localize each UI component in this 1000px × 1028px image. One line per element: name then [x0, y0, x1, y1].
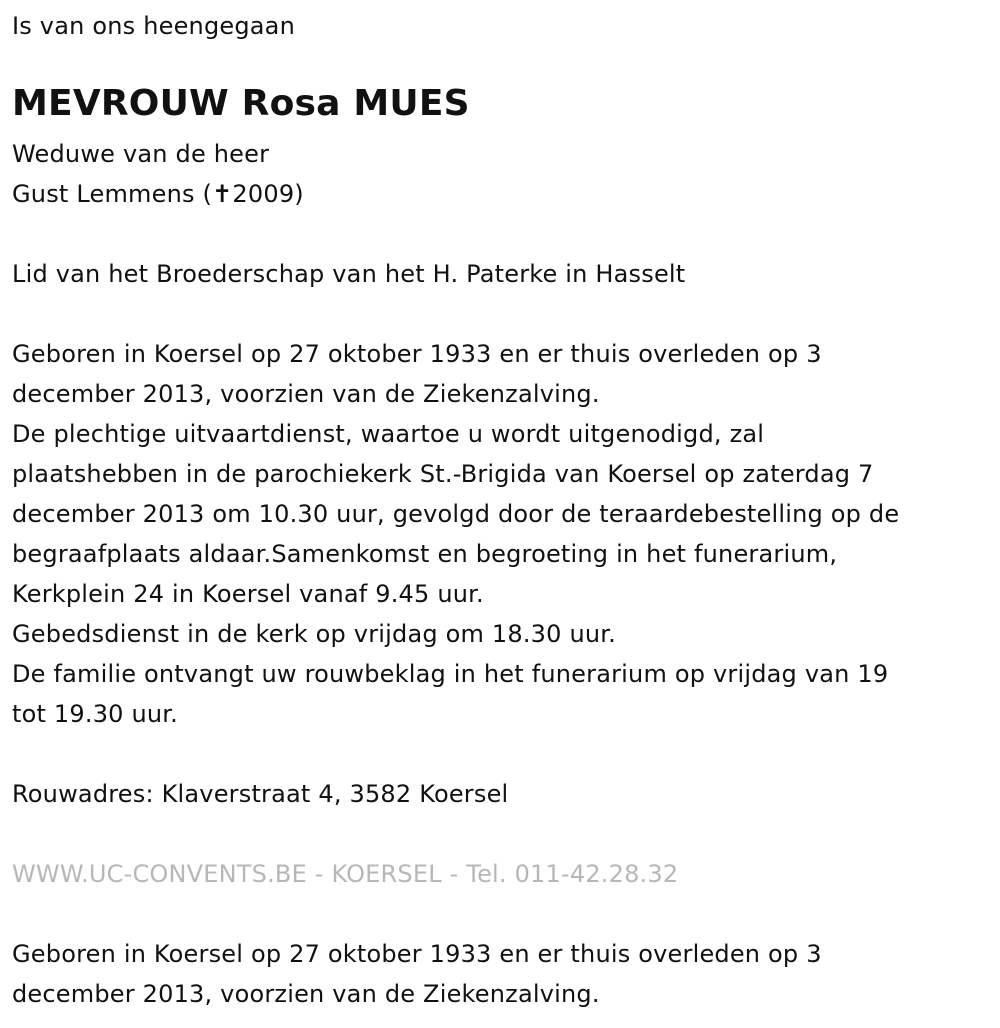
body-line: december 2013, voorzien van de Ziekenzalving. [12, 380, 600, 408]
body-line: De plechtige uitvaartdienst, waartoe u wordt uitgenodigd, zal [12, 420, 765, 448]
body-line: begraafplaats aldaar.Samenkomst en begroeting in het funerarium, [12, 540, 838, 568]
intro-text: Is van ons heengegaan [12, 12, 296, 40]
body-line: tot 19.30 uur. [12, 700, 178, 728]
body-line: plaatshebben in de parochiekerk St.-Brigida van Koersel op zaterdag 7 [12, 460, 874, 488]
membership-text: Lid van het Broederschap van het H. Paterke in Hasselt [12, 260, 686, 288]
body-line: Gebedsdienst in de kerk op vrijdag om 18.30 uur. [12, 620, 616, 648]
repeat-line: Geboren in Koersel op 27 oktober 1933 en er thuis overleden op 3 [12, 940, 822, 968]
body-line: De familie ontvangt uw rouwbeklag in het funerarium op vrijdag van 19 [12, 660, 889, 688]
mourning-address: Rouwadres: Klaverstraat 4, 3582 Koersel [12, 780, 509, 808]
body-line: Kerkplein 24 in Koersel vanaf 9.45 uur. [12, 580, 484, 608]
repeat-line: december 2013, voorzien van de Ziekenzalving. [12, 980, 600, 1008]
body-line: Geboren in Koersel op 27 oktober 1933 en er thuis overleden op 3 [12, 340, 822, 368]
deceased-name: MEVROUW Rosa MUES [12, 83, 470, 124]
relation-line-1: Weduwe van de heer [12, 140, 270, 168]
body-line: december 2013 om 10.30 uur, gevolgd door de teraardebestelling op de [12, 500, 900, 528]
funeral-home-contact: WWW.UC-CONVENTS.BE - KOERSEL - Tel. 011-42.28.32 [12, 860, 679, 888]
relation-line-2: Gust Lemmens (✝2009) [12, 180, 304, 208]
